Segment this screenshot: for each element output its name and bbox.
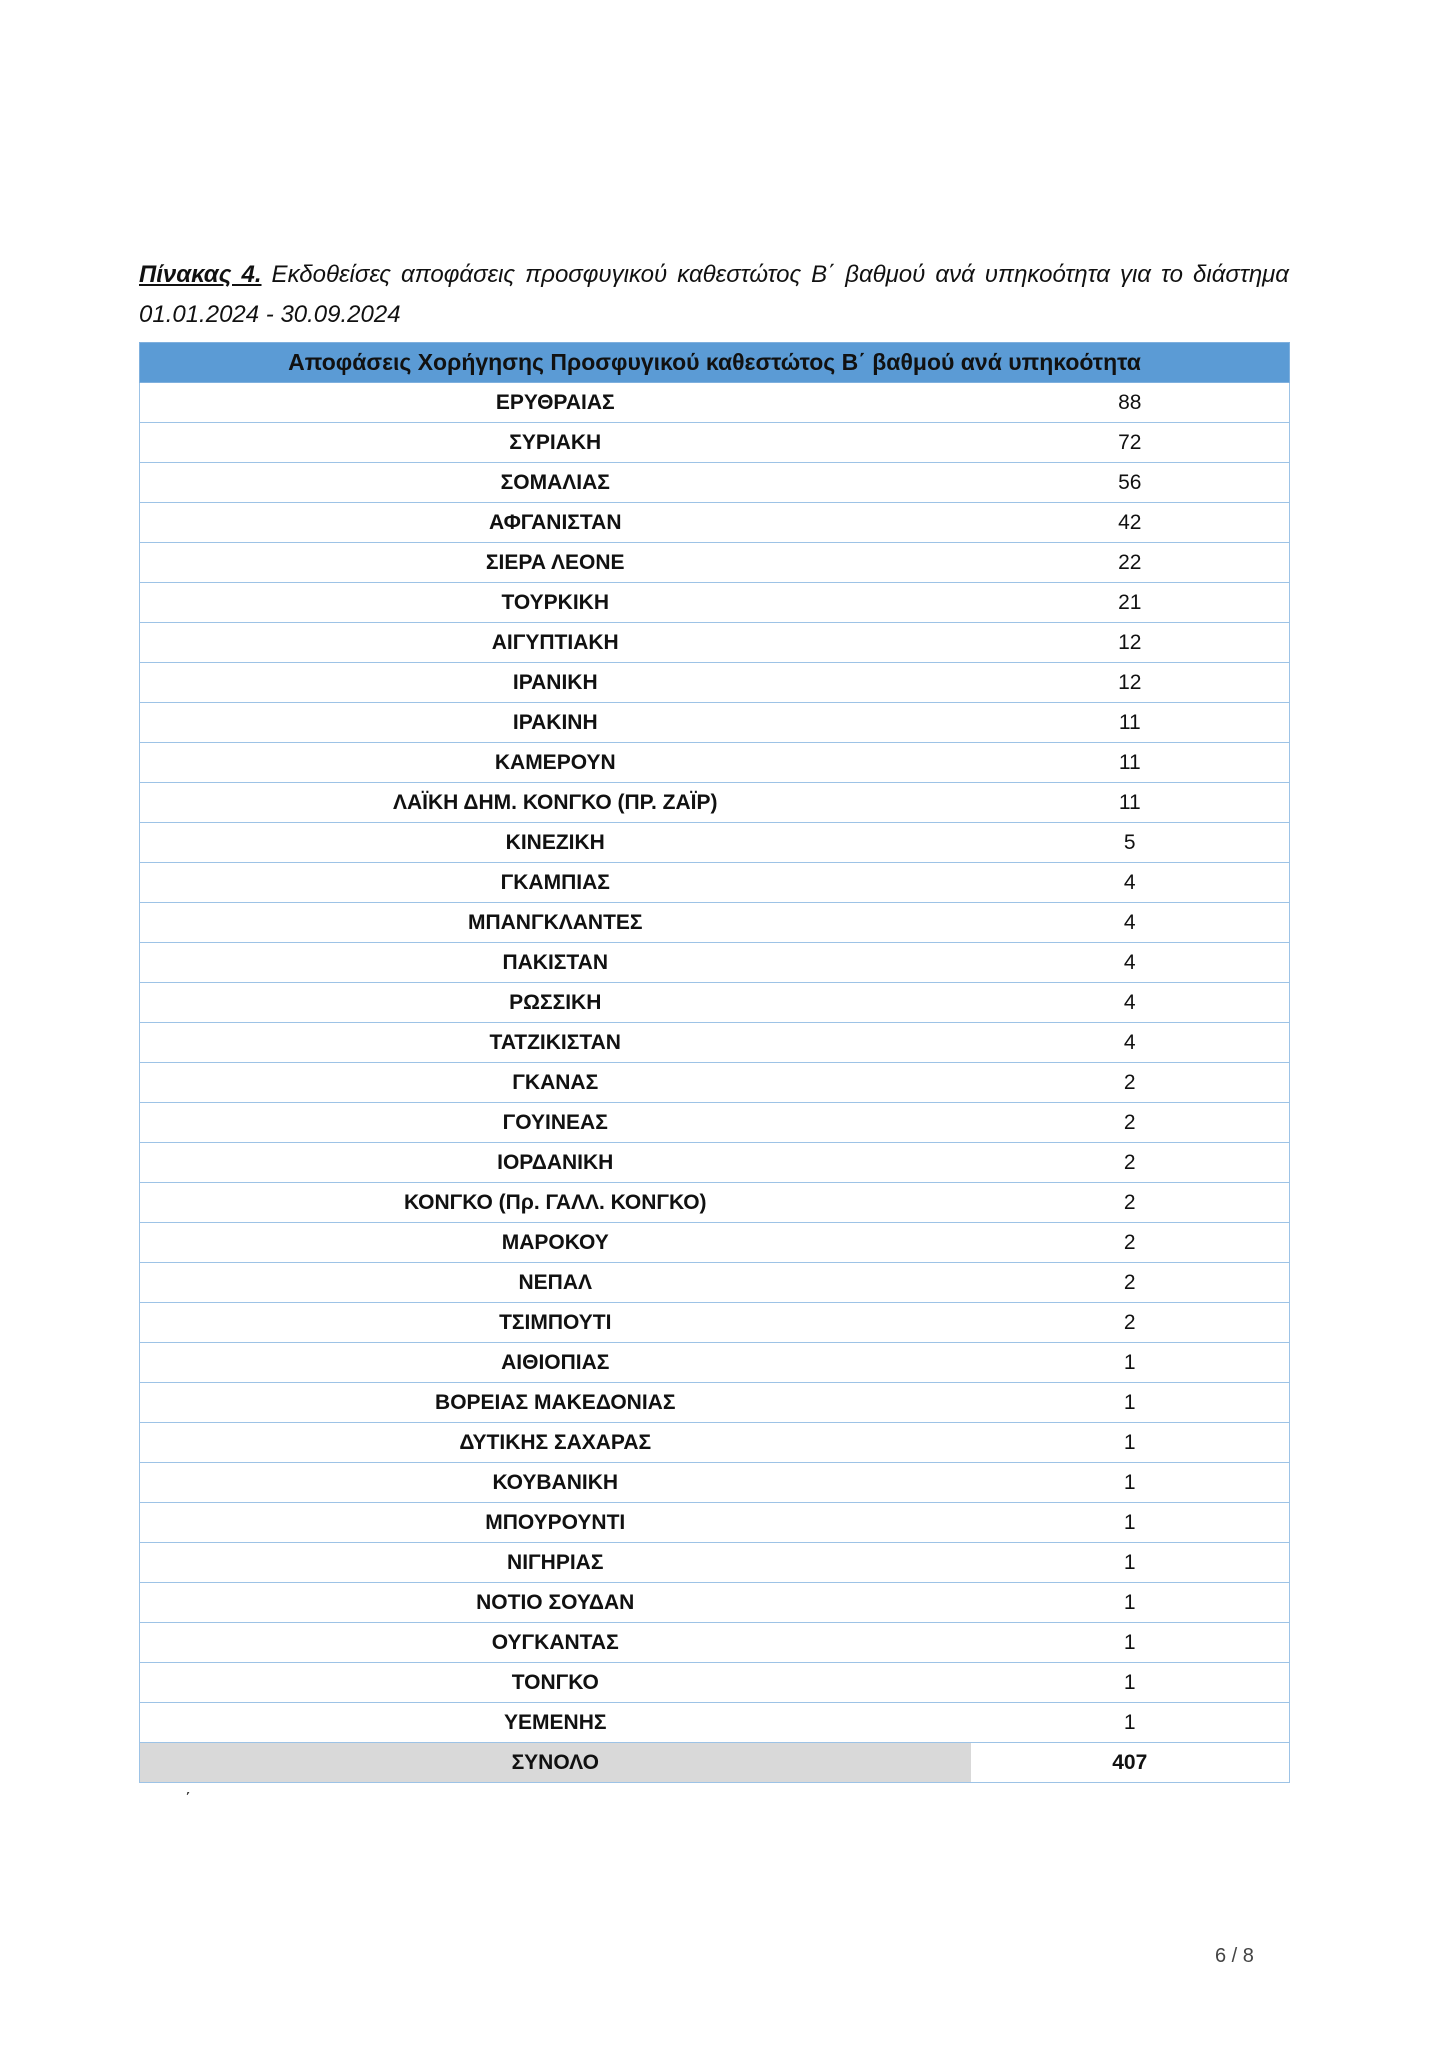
nationality-cell: ΜΠΟΥΡΟΥΝΤΙ (140, 1503, 971, 1543)
caption-label: Πίνακας 4. (139, 261, 262, 288)
stray-mark: ΄ (185, 1790, 191, 1810)
table-row (140, 1703, 1290, 1743)
count-cell: 72 (971, 423, 1290, 463)
nationality-cell: ΓΚΑΜΠΙΑΣ (140, 863, 971, 903)
table-row (140, 783, 1290, 823)
count-cell: 1 (971, 1343, 1290, 1383)
page-number: 6 / 8 (1215, 1945, 1254, 1967)
nationality-cell: ΠΑΚΙΣΤΑΝ (140, 943, 971, 983)
count-cell: 12 (971, 663, 1290, 703)
nationality-cell: ΛΑΪΚΗ ΔΗΜ. ΚΟΝΓΚΟ (ΠΡ. ΖΑΪΡ) (140, 783, 971, 823)
count-cell: 1 (971, 1663, 1290, 1703)
nationality-cell: ΚΑΜΕΡΟΥΝ (140, 743, 971, 783)
nationality-cell: ΙΡΑΝΙΚΗ (140, 663, 971, 703)
table-row (140, 1583, 1290, 1623)
count-cell: 22 (971, 543, 1290, 583)
table-row (140, 1663, 1290, 1703)
count-cell: 2 (971, 1183, 1290, 1223)
nationality-cell: ΒΟΡΕΙΑΣ ΜΑΚΕΔΟΝΙΑΣ (140, 1383, 971, 1423)
total-label: ΣΥΝΟΛΟ (140, 1743, 971, 1783)
count-cell: 1 (971, 1383, 1290, 1423)
nationality-cell: ΙΟΡΔΑΝΙΚΗ (140, 1143, 971, 1183)
nationality-cell: ΑΙΓΥΠΤΙΑΚΗ (140, 623, 971, 663)
count-cell: 1 (971, 1703, 1290, 1743)
count-cell: 88 (971, 383, 1290, 423)
table-row (140, 1063, 1290, 1103)
nationality-cell: ΣΙΕΡΑ ΛΕΟΝΕ (140, 543, 971, 583)
nationality-cell: ΓΚΑΝΑΣ (140, 1063, 971, 1103)
table-header: Αποφάσεις Χορήγησης Προσφυγικού καθεστώτος Β΄ βαθμού ανά υπηκοότητα (140, 343, 1290, 383)
nationality-cell: ΡΩΣΣΙΚΗ (140, 983, 971, 1023)
table-row (140, 423, 1290, 463)
nationality-cell: ΙΡΑΚΙΝΗ (140, 703, 971, 743)
count-cell: 1 (971, 1583, 1290, 1623)
count-cell: 2 (971, 1103, 1290, 1143)
table-row (140, 623, 1290, 663)
count-cell: 2 (971, 1303, 1290, 1343)
count-cell: 4 (971, 943, 1290, 983)
table-header-row (140, 343, 1290, 383)
count-cell: 5 (971, 823, 1290, 863)
count-cell: 56 (971, 463, 1290, 503)
table-row (140, 1543, 1290, 1583)
nationality-cell: ΓΟΥΙΝΕΑΣ (140, 1103, 971, 1143)
count-cell: 4 (971, 863, 1290, 903)
nationality-cell: ΚΟΝΓΚΟ (Πρ. ΓΑΛΛ. ΚΟΝΓΚΟ) (140, 1183, 971, 1223)
count-cell: 4 (971, 983, 1290, 1023)
count-cell: 1 (971, 1543, 1290, 1583)
nationality-cell: ΤΣΙΜΠΟΥΤΙ (140, 1303, 971, 1343)
table-row (140, 1303, 1290, 1343)
nationality-cell: ΟΥΓΚΑΝΤΑΣ (140, 1623, 971, 1663)
table-row (140, 1263, 1290, 1303)
table-row (140, 983, 1290, 1023)
nationality-cell: ΕΡΥΘΡΑΙΑΣ (140, 383, 971, 423)
count-cell: 1 (971, 1423, 1290, 1463)
count-cell: 1 (971, 1623, 1290, 1663)
nationality-cell: ΑΙΘΙΟΠΙΑΣ (140, 1343, 971, 1383)
nationality-cell: ΔΥΤΙΚΗΣ ΣΑΧΑΡΑΣ (140, 1423, 971, 1463)
nationality-cell: ΤΑΤΖΙΚΙΣΤΑΝ (140, 1023, 971, 1063)
count-cell: 11 (971, 703, 1290, 743)
table-row (140, 543, 1290, 583)
table-row (140, 743, 1290, 783)
nationality-cell: ΝΕΠΑΛ (140, 1263, 971, 1303)
table-row (140, 1143, 1290, 1183)
table-row (140, 1183, 1290, 1223)
nationality-cell: ΣΥΡΙΑΚΗ (140, 423, 971, 463)
table-caption (139, 255, 1289, 335)
nationality-cell: ΝΟΤΙΟ ΣΟΥΔΑΝ (140, 1583, 971, 1623)
nationality-cell: ΝΙΓΗΡΙΑΣ (140, 1543, 971, 1583)
count-cell: 11 (971, 783, 1290, 823)
total-value: 407 (971, 1743, 1290, 1783)
table-row (140, 1623, 1290, 1663)
nationality-cell: ΥΕΜΕΝΗΣ (140, 1703, 971, 1743)
table-body (140, 383, 1290, 1783)
table-row (140, 703, 1290, 743)
nationality-cell: ΜΑΡΟΚΟΥ (140, 1223, 971, 1263)
count-cell: 21 (971, 583, 1290, 623)
nationality-cell: ΤΟΝΓΚΟ (140, 1663, 971, 1703)
table-row (140, 463, 1290, 503)
nationality-cell: ΚΟΥΒΑΝΙΚΗ (140, 1463, 971, 1503)
table-row (140, 863, 1290, 903)
count-cell: 4 (971, 903, 1290, 943)
nationality-cell: ΑΦΓΑΝΙΣΤΑΝ (140, 503, 971, 543)
table-row (140, 1423, 1290, 1463)
count-cell: 4 (971, 1023, 1290, 1063)
total-row (140, 1743, 1290, 1783)
count-cell: 42 (971, 503, 1290, 543)
table-row (140, 1023, 1290, 1063)
table-row (140, 1223, 1290, 1263)
count-cell: 2 (971, 1263, 1290, 1303)
caption-text: Εκδοθείσες αποφάσεις προσφυγικού καθεστώτος Β΄ βαθμού ανά υπηκοότητα για το διάστημα 01.01.2024 - 30.09.2024 (139, 261, 1289, 328)
count-cell: 1 (971, 1463, 1290, 1503)
count-cell: 11 (971, 743, 1290, 783)
table-row (140, 1343, 1290, 1383)
table-row (140, 1383, 1290, 1423)
table-row (140, 503, 1290, 543)
table-row (140, 583, 1290, 623)
table-row (140, 1463, 1290, 1503)
table-row (140, 903, 1290, 943)
nationality-cell: ΣΟΜΑΛΙΑΣ (140, 463, 971, 503)
count-cell: 1 (971, 1503, 1290, 1543)
count-cell: 2 (971, 1063, 1290, 1103)
table-row (140, 663, 1290, 703)
table-row (140, 823, 1290, 863)
table-row (140, 383, 1290, 423)
nationality-table (139, 342, 1290, 1783)
table-row (140, 943, 1290, 983)
table-row (140, 1503, 1290, 1543)
nationality-cell: ΜΠΑΝΓΚΛΑΝΤΕΣ (140, 903, 971, 943)
nationality-cell: ΤΟΥΡΚΙΚΗ (140, 583, 971, 623)
count-cell: 2 (971, 1223, 1290, 1263)
count-cell: 12 (971, 623, 1290, 663)
nationality-cell: ΚΙΝΕΖΙΚΗ (140, 823, 971, 863)
count-cell: 2 (971, 1143, 1290, 1183)
table-row (140, 1103, 1290, 1143)
